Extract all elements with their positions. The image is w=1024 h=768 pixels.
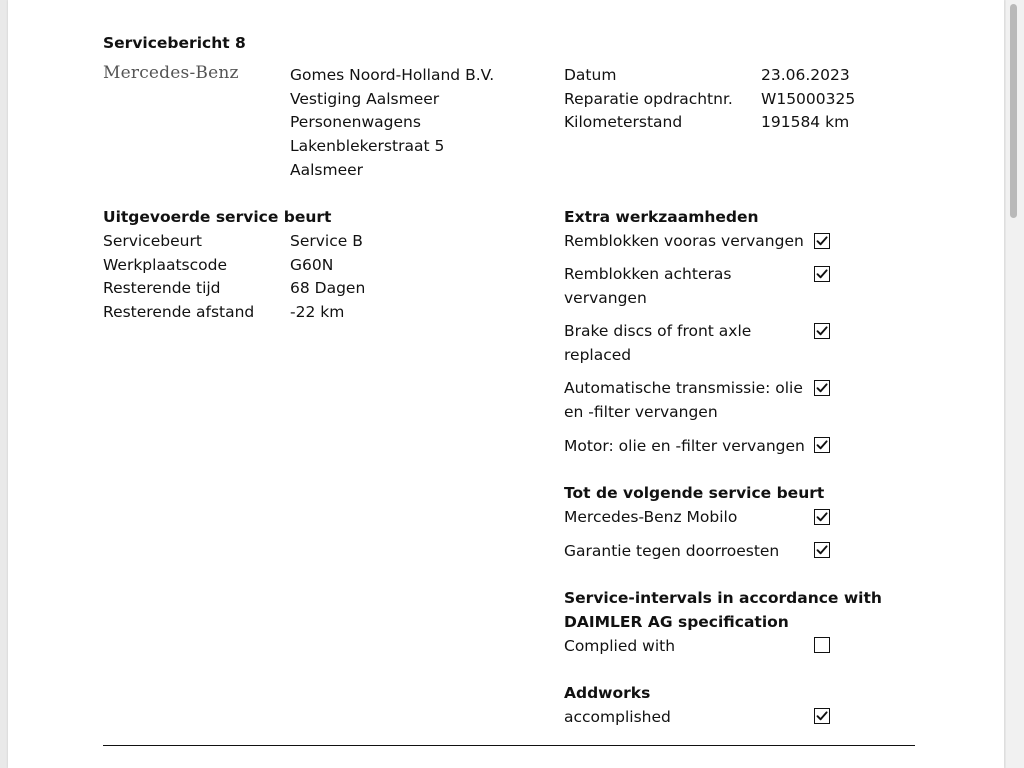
extra-item-label: Motor: olie en -filter vervangen [564, 437, 805, 455]
check-mark-icon [816, 710, 828, 722]
checkbox [814, 266, 830, 282]
dealer-branch: Vestiging Aalsmeer [290, 90, 440, 108]
remaining-time-value: 68 Dagen [290, 279, 366, 297]
next-service-heading: Tot de volgende service beurt [564, 484, 825, 502]
service-heading: Uitgevoerde service beurt [103, 208, 332, 226]
checkbox [814, 380, 830, 396]
addworks-item-label: accomplished [564, 708, 671, 726]
extra-work-heading: Extra werkzaamheden [564, 208, 759, 226]
check-mark-icon [816, 382, 828, 394]
document-title: Servicebericht 8 [103, 34, 246, 52]
addworks-heading: Addworks [564, 684, 651, 702]
remaining-time-label: Resterende tijd [103, 279, 221, 297]
extra-item-label: Brake discs of front axle replaced [564, 322, 752, 364]
service-type-label: Servicebeurt [103, 232, 202, 250]
mercedes-benz-logo: Mercedes-Benz [103, 63, 239, 83]
dealer-department: Personenwagens [290, 113, 421, 131]
repair-order-value: W15000325 [761, 90, 856, 108]
mileage-label: Kilometerstand [564, 113, 683, 131]
check-mark-icon [816, 439, 828, 451]
check-mark-icon [816, 544, 828, 556]
checkbox [814, 233, 830, 249]
check-mark-icon [816, 511, 828, 523]
intervals-heading-line2: DAIMLER AG specification [564, 613, 789, 631]
document-page [8, 0, 1004, 768]
dealer-name: Gomes Noord-Holland B.V. [290, 66, 495, 84]
remaining-distance-value: -22 km [290, 303, 345, 321]
checkbox [814, 637, 830, 653]
date-label: Datum [564, 66, 617, 84]
check-mark-icon [816, 268, 828, 280]
date-value: 23.06.2023 [761, 66, 850, 84]
checkbox [814, 708, 830, 724]
checkbox [814, 323, 830, 339]
next-item-label: Mercedes-Benz Mobilo [564, 508, 738, 526]
remaining-distance-label: Resterende afstand [103, 303, 255, 321]
mileage-value: 191584 km [761, 113, 850, 131]
extra-item-label: Remblokken vooras vervangen [564, 232, 804, 250]
service-type-value: Service B [290, 232, 363, 250]
dealer-city: Aalsmeer [290, 161, 364, 179]
workshop-code-label: Werkplaatscode [103, 256, 227, 274]
workshop-code-value: G60N [290, 256, 334, 274]
dealer-street: Lakenblekerstraat 5 [290, 137, 445, 155]
intervals-item-label: Complied with [564, 637, 676, 655]
extra-item-label: Automatische transmissie: olie en -filter vervangen [564, 379, 803, 421]
repair-order-label: Reparatie opdrachtnr. [564, 90, 733, 108]
checkbox [814, 509, 830, 525]
checkbox [814, 542, 830, 558]
check-mark-icon [816, 325, 828, 337]
checkbox [814, 437, 830, 453]
next-item-label: Garantie tegen doorroesten [564, 542, 780, 560]
divider-line [103, 745, 915, 746]
extra-item-label: Remblokken achteras vervangen [564, 265, 732, 307]
intervals-heading: Service-intervals in accordance with [564, 589, 882, 607]
check-mark-icon [816, 235, 828, 247]
scrollbar-thumb[interactable] [1010, 4, 1017, 218]
